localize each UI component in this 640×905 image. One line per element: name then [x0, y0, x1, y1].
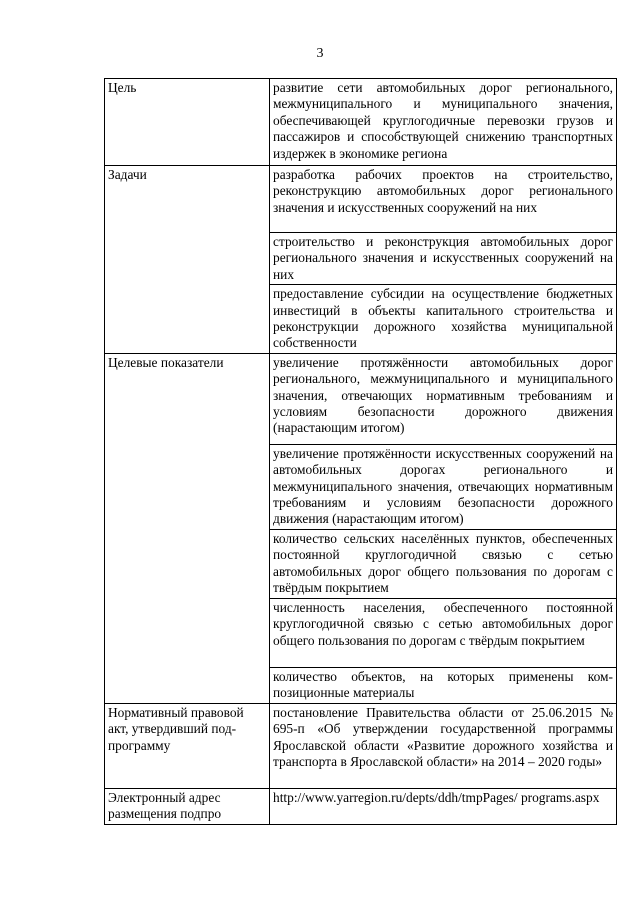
web-address-link[interactable]: http://www.yarregion.ru/depts/ddh/tmpPages/ programs.aspx — [273, 789, 600, 805]
row-label-text: Задачи — [108, 167, 147, 182]
row-label-tasks — [105, 166, 270, 354]
row-value-web-address — [270, 788, 617, 824]
row-value-text: строительство и реконструкция автомобильных дорог регионального значения и искусственных сооружений на них — [273, 234, 613, 282]
table-row-targets-1 — [105, 353, 617, 444]
row-value-text: количество сельских населённых пунктов, обеспеченных постоянной круглогодичной связью с сетью автомобильных дорог общего пользования по дорогам с твёрдым покрытием — [273, 530, 613, 596]
row-label-text: Нормативный правовой акт, утвердивший подпрограмму — [108, 704, 244, 753]
row-value-task-3 — [270, 285, 617, 354]
row-value-text: предоставление субсидии на осуществление бюджетных инвестиций в объекты капитального строительства и реконструкции дорожного хозяйства муниципальной собственности — [273, 286, 613, 351]
table-row-legal-act — [105, 703, 617, 788]
row-value-text: развитие сети автомобильных дорог регионального, межмуниципального и муниципального значения, обеспечивающей круглогодичные перевозки грузов и пассажиров и способствующей снижению транспортных издержек в экономике региона — [273, 80, 613, 161]
table-row-web-address — [105, 788, 617, 824]
row-value-legal-act — [270, 703, 617, 788]
row-value-target-2 — [270, 444, 617, 529]
subprogram-passport-table — [104, 78, 617, 825]
row-value-target-1 — [270, 353, 617, 444]
row-label-goal — [105, 79, 270, 166]
row-label-text: Целевые показатели — [108, 354, 224, 370]
row-value-target-3 — [270, 529, 617, 598]
row-value-text: увеличение протяжённости искусственных сооружений на автомобильных дорогах регионального и межмуниципального значения, отвечающих нормативным требованиям и условиям безопасности дорожного движения (нарастающим итогом) — [273, 445, 613, 527]
row-value-goal — [270, 79, 617, 166]
row-label-web-address — [105, 788, 270, 824]
row-value-target-5 — [270, 667, 617, 703]
row-value-text: численность населения, обеспеченного постоянной круглогодичной связью с сетью автомобильных дорог общего пользования по дорогам с твёрдым покрытием — [273, 599, 613, 648]
row-value-text: количество объектов, на которых применены композиционные материалы — [273, 668, 613, 701]
row-value-task-2 — [270, 233, 617, 285]
row-label-legal-act — [105, 703, 270, 788]
row-value-text: увеличение протяжённости автомобильных дорог регионального, межмуниципального и муниципального значения, отвечающих нормативным требованиям и условиям безопасности дорожного движения (нарастающим итогом) — [273, 354, 613, 436]
row-value-target-4 — [270, 598, 617, 667]
row-label-text: Цель — [108, 80, 137, 95]
row-label-text: Электронный адрес размещения подпро — [108, 789, 222, 822]
row-label-targets — [105, 353, 270, 703]
row-value-text: разработка рабочих проектов на строительство, реконструкцию автомобильных дорог регионального значения и искусственных сооружений на них — [273, 167, 613, 215]
table-row-tasks-1 — [105, 166, 617, 233]
table-row-goal — [105, 79, 617, 166]
row-value-task-1 — [270, 166, 617, 233]
row-value-text: постановление Правительства области от 25.06.2015 № 695-п «Об утверждении государственной программы Ярославской области «Развитие дорожного хозяйства и транспорта в Ярославской области» на 2014 – 2020 годы» — [273, 704, 613, 769]
page-number: 3 — [316, 46, 324, 61]
